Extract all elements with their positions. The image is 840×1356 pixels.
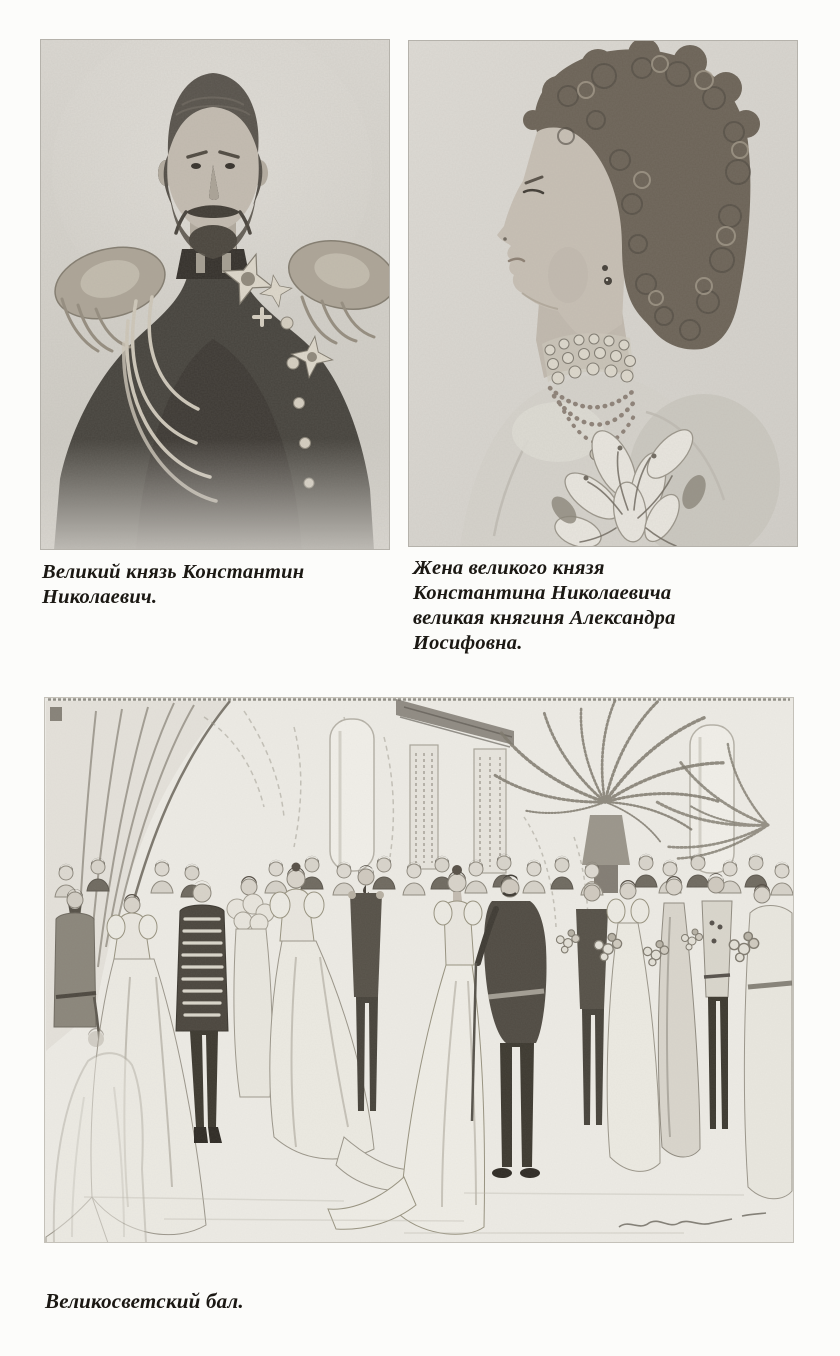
caption-line: Николаевич. bbox=[42, 586, 158, 608]
caption-portrait-right bbox=[413, 556, 676, 656]
caption-line: Великий князь Константин bbox=[42, 561, 305, 583]
portrait-photo-right bbox=[408, 40, 798, 547]
caption-line: Константина Николаевича bbox=[413, 582, 672, 604]
caption-line: великая княгиня Александра bbox=[413, 607, 676, 629]
caption-ball bbox=[45, 1289, 244, 1314]
portrait-right-illustration bbox=[408, 40, 798, 547]
ball-scene bbox=[44, 697, 794, 1243]
caption-line: Великосветский бал. bbox=[45, 1289, 244, 1313]
caption-line: Жена великого князя bbox=[413, 557, 605, 579]
caption-portrait-left bbox=[42, 560, 304, 610]
caption-line: Иосифовна. bbox=[413, 632, 523, 654]
portrait-photo-left bbox=[40, 39, 390, 550]
portrait-left-illustration bbox=[40, 39, 390, 550]
ball-illustration bbox=[44, 697, 794, 1243]
